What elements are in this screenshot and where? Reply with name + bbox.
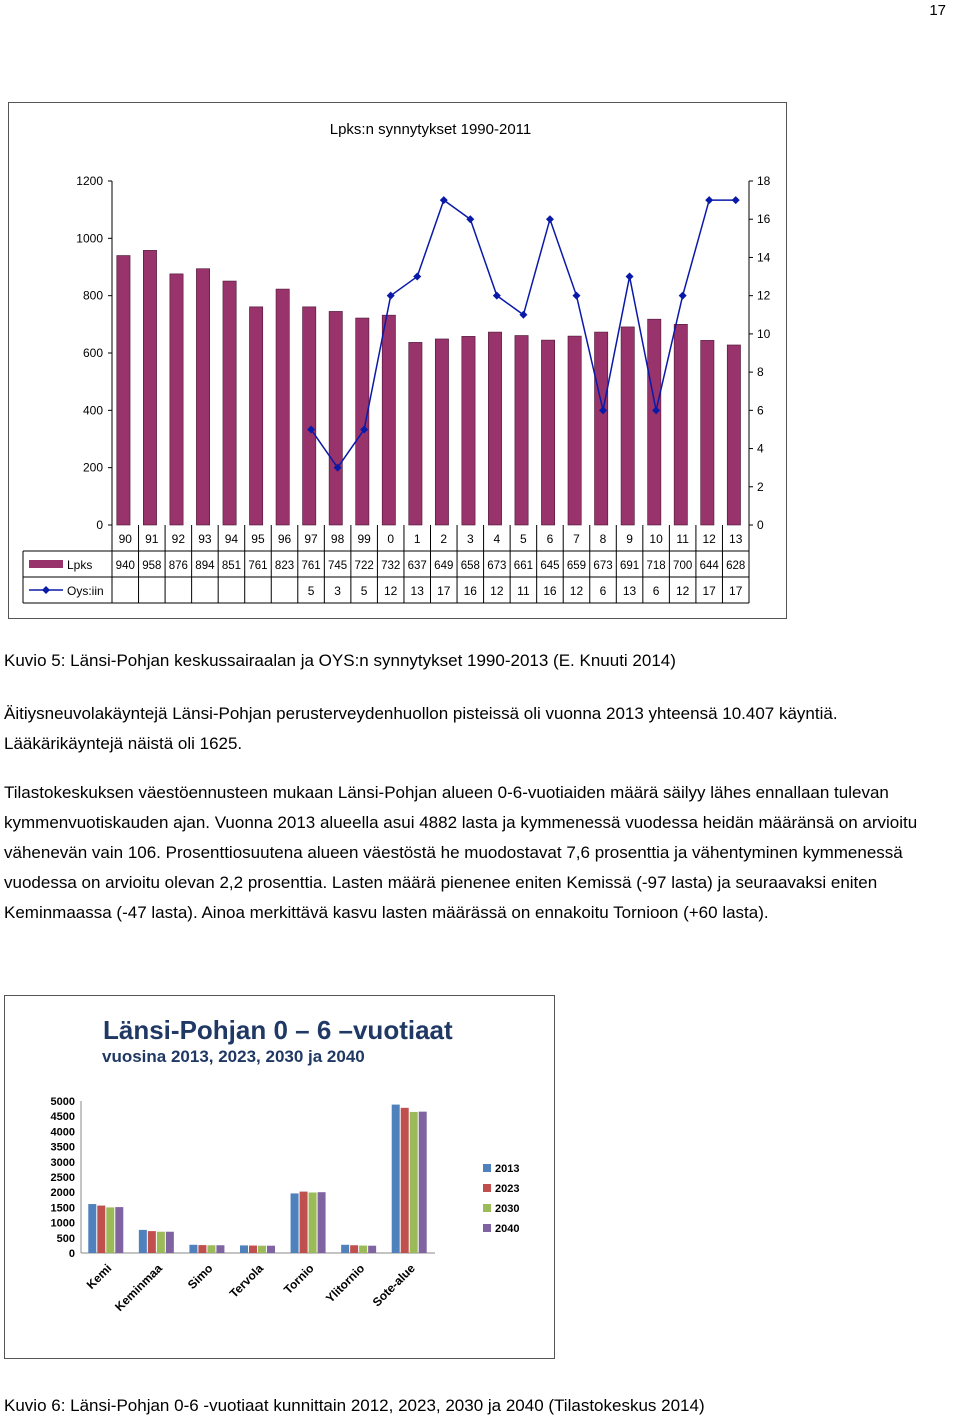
chart1-bar-lpks <box>568 336 581 525</box>
chart1-bar-lpks <box>356 318 369 525</box>
figure6-caption-text: Kuvio 6: Länsi-Pohjan 0-6 -vuotiaat kunnittain 2012, 2023, 2030 ja 2040 (Tilastokeskus 2014) <box>4 1396 705 1415</box>
chart2-tick-label: 3500 <box>50 1141 75 1154</box>
chart1-bar-lpks <box>727 345 740 525</box>
chart2-category-label: Tornio <box>281 1261 317 1297</box>
chart1-left-tick-label: 1000 <box>76 231 103 246</box>
chart1-table-value-oys: 6 <box>652 584 660 598</box>
chart1-category-label: 12 <box>702 532 716 546</box>
chart1-right-tick-label: 14 <box>757 250 771 265</box>
chart1-category-label: 13 <box>729 532 743 546</box>
chart1-category-label: 9 <box>626 532 633 546</box>
chart1-bar-lpks <box>303 307 316 525</box>
children-chart-figure <box>4 995 555 1359</box>
chart2-tick-label: 1000 <box>50 1217 75 1230</box>
chart2-bar-2030 <box>157 1232 165 1253</box>
chart2-bar-2013 <box>392 1105 400 1253</box>
chart2-title: Länsi-Pohjan 0 – 6 –vuotiaat <box>103 1015 453 1045</box>
chart1-right-tick-label: 2 <box>757 479 764 494</box>
chart1-table-value-lpks: 637 <box>407 560 427 572</box>
chart1-right-tick-label: 10 <box>757 326 771 341</box>
chart1-table-value-lpks: 645 <box>540 560 560 572</box>
chart1-left-tick-label: 1200 <box>76 174 103 188</box>
chart2-bar-2040 <box>115 1207 123 1253</box>
chart2-tick-label: 2500 <box>50 1172 75 1184</box>
paragraph-maternity-visits <box>4 699 954 759</box>
children-chart <box>5 996 554 1358</box>
chart1-bar-lpks <box>701 340 714 525</box>
chart1-table-value-lpks: 659 <box>566 560 587 572</box>
paragraph-population-forecast-text: Tilastokeskuksen väestöennusteen mukaan Länsi-Pohjan alueen 0-6-vuotiaiden määrä säilyy lähes ennallaan tulevan kymmenvuotiskauden ajan. Vuonna 2013 alueella asui 4882 lasta ja kymmenessä vuodessa heidän määränsä on arvioitu vähenevän vain 106. Prosenttiosuutena alueen väestöstä he muodostavat 7,6 prosenttia ja vähentyminen kymmenessä vuodessa on arvioitu olevan 2,2 prosenttia. Lasten määrä pienenee eniten Kemissä (-97 lasta) ja seuraavaksi eniten Keminmaassa (-47 lasta). Ainoa merkittävä kasvu lasten määrässä on ennakoitu Tornioon (+60 lasta). <box>4 783 918 922</box>
chart1-table-value-oys: 17 <box>702 584 716 598</box>
chart1-bar-lpks <box>143 250 156 525</box>
chart2-tick-label: 0 <box>68 1248 75 1260</box>
chart1-bar-lpks <box>117 256 130 525</box>
chart1-legend-oys: Oys:iin <box>67 584 104 598</box>
chart1-point-oys <box>626 273 634 281</box>
chart2-tick-label: 4500 <box>50 1111 75 1124</box>
chart2-bar-2013 <box>88 1204 96 1253</box>
chart1-bar-lpks <box>409 342 422 525</box>
chart1-right-tick-label: 16 <box>757 212 771 227</box>
chart1-category-label: 8 <box>599 532 607 546</box>
figure6-caption <box>4 1391 954 1421</box>
chart1-legend-marker-oys <box>42 586 50 594</box>
chart2-bar-2030 <box>258 1246 266 1253</box>
chart1-bar-lpks <box>515 336 528 525</box>
chart1-bar-lpks <box>595 332 608 525</box>
paragraph-maternity-visits-text: Äitiysneuvolakäyntejä Länsi-Pohjan perusterveydenhuollon pisteissä oli vuonna 2013 yhteensä 10.407 käyntiä. Lääkärikäyntejä näistä oli 1625. <box>4 704 838 753</box>
chart1-right-tick-label: 8 <box>757 365 764 380</box>
chart1-category-label: 1 <box>413 532 421 546</box>
chart1-table-value-oys: 17 <box>437 584 451 598</box>
figure5-caption <box>4 646 954 676</box>
chart1-table-value-oys: 12 <box>569 584 584 598</box>
chart1-table-value-lpks: 673 <box>487 560 507 572</box>
chart1-bar-lpks <box>488 332 501 525</box>
chart1-category-label: 98 <box>330 532 345 546</box>
chart1-title: Lpks:n synnytykset 1990-2011 <box>329 121 532 138</box>
chart1-point-oys <box>705 196 713 204</box>
chart2-bar-2040 <box>267 1246 275 1253</box>
chart2-legend-key <box>483 1224 491 1232</box>
births-chart-figure <box>8 102 787 619</box>
chart1-category-label: 10 <box>649 532 663 546</box>
chart1-table-value-lpks: 628 <box>726 560 746 572</box>
chart1-bar-lpks <box>223 281 236 525</box>
chart1-left-tick-label: 0 <box>96 518 103 532</box>
chart1-bar-lpks <box>435 339 448 525</box>
chart1-category-label: 6 <box>546 532 554 546</box>
chart2-bar-2023 <box>148 1231 156 1253</box>
chart2-tick-label: 1500 <box>50 1202 75 1215</box>
chart1-category-label: 0 <box>387 532 395 546</box>
chart2-bar-2030 <box>106 1207 114 1253</box>
chart2-category-label: Sote-alue <box>369 1261 418 1310</box>
chart2-bar-2030 <box>309 1193 317 1253</box>
chart2-bar-2040 <box>216 1245 224 1253</box>
chart1-table-value-oys: 12 <box>675 584 690 598</box>
chart1-table-value-oys: 12 <box>490 584 504 598</box>
chart1-table-value-oys: 3 <box>334 584 341 598</box>
figure5-caption-text: Kuvio 5: Länsi-Pohjan keskussairaalan ja OYS:n synnytykset 1990-2013 (E. Knuuti 2014) <box>4 651 676 670</box>
chart1-legend-lpks: Lpks <box>67 558 93 572</box>
chart1-table-value-lpks: 700 <box>673 560 693 572</box>
chart2-bar-2023 <box>350 1245 358 1253</box>
chart1-category-label: 2 <box>440 532 448 546</box>
chart1-table-value-oys: 17 <box>729 584 743 598</box>
chart2-bar-2030 <box>207 1245 215 1253</box>
chart1-table-value-lpks: 745 <box>328 560 348 572</box>
chart1-category-label: 90 <box>118 532 132 546</box>
chart1-bar-lpks <box>648 319 661 525</box>
chart1-table-value-oys: 5 <box>360 584 368 598</box>
chart2-category-label: Keminmaa <box>112 1261 165 1315</box>
chart1-table-value-oys: 12 <box>384 584 398 598</box>
chart1-bar-lpks <box>276 289 289 525</box>
chart2-tick-label: 5000 <box>50 1096 75 1108</box>
chart2-bar-2023 <box>401 1108 409 1253</box>
chart1-right-tick-label: 12 <box>757 288 771 303</box>
chart2-legend-key <box>483 1164 491 1172</box>
chart1-table-value-lpks: 894 <box>195 560 215 572</box>
chart1-table-value-lpks: 718 <box>646 560 666 572</box>
chart1-left-tick-label: 400 <box>82 403 103 418</box>
chart1-right-tick-label: 4 <box>757 441 764 456</box>
chart1-table-value-lpks: 958 <box>142 560 162 572</box>
chart1-table-value-lpks: 940 <box>115 560 135 572</box>
chart1-category-label: 96 <box>277 532 292 546</box>
chart1-table-value-lpks: 658 <box>460 560 480 572</box>
chart2-bar-2040 <box>318 1192 326 1253</box>
chart1-table-value-lpks: 661 <box>513 560 533 572</box>
chart1-category-label: 3 <box>466 532 474 546</box>
chart2-bar-2030 <box>410 1112 418 1253</box>
chart1-table-value-lpks: 823 <box>274 560 295 572</box>
chart2-tick-label: 4000 <box>50 1126 75 1139</box>
chart1-category-label: 11 <box>676 532 689 546</box>
chart1-bar-lpks <box>249 307 262 525</box>
chart2-category-label: Kemi <box>83 1261 115 1292</box>
chart1-table-value-lpks: 876 <box>168 560 188 572</box>
chart2-tick-label: 500 <box>56 1232 75 1245</box>
chart1-table-value-oys: 6 <box>599 584 607 598</box>
chart1-table-value-oys: 13 <box>410 584 424 598</box>
chart2-category-label: Simo <box>184 1261 216 1292</box>
chart1-category-label: 7 <box>573 532 580 546</box>
chart1-bar-lpks <box>170 274 183 525</box>
chart2-bar-2023 <box>97 1206 105 1253</box>
chart2-bar-2013 <box>240 1245 248 1253</box>
chart1-bar-lpks <box>541 340 554 525</box>
chart1-right-tick-label: 0 <box>757 518 764 532</box>
chart2-tick-label: 2000 <box>50 1187 75 1200</box>
chart1-point-oys <box>572 292 580 300</box>
chart1-table-value-lpks: 761 <box>301 560 321 572</box>
chart1-bar-lpks <box>329 311 342 525</box>
chart1-legend-key-lpks <box>29 560 63 568</box>
chart2-bar-2040 <box>166 1232 174 1253</box>
chart1-table-value-lpks: 732 <box>381 560 401 572</box>
chart2-bar-2023 <box>198 1245 206 1253</box>
chart1-right-tick-label: 18 <box>757 174 771 188</box>
chart2-legend-label: 2013 <box>495 1163 520 1175</box>
chart1-category-label: 94 <box>224 532 239 546</box>
chart1-table-value-lpks: 851 <box>221 560 242 572</box>
chart2-category-label: Tervola <box>226 1261 267 1301</box>
chart1-table-value-lpks: 691 <box>619 560 640 572</box>
chart1-right-tick-label: 6 <box>757 403 764 418</box>
chart2-bar-2023 <box>249 1246 257 1253</box>
chart1-table-value-lpks: 673 <box>593 560 613 572</box>
chart1-table-value-oys: 16 <box>463 584 477 598</box>
chart2-legend-label: 2030 <box>495 1203 520 1215</box>
chart2-legend-label: 2023 <box>495 1183 520 1195</box>
paragraph-population-forecast <box>4 778 954 928</box>
chart1-left-tick-label: 200 <box>82 460 103 475</box>
chart1-point-oys <box>546 215 554 223</box>
chart1-category-label: 97 <box>304 532 318 546</box>
births-chart <box>9 103 786 618</box>
chart1-bar-lpks <box>196 269 209 525</box>
chart1-category-label: 91 <box>145 532 159 546</box>
chart2-subtitle: vuosina 2013, 2023, 2030 ja 2040 <box>102 1047 365 1066</box>
chart2-legend-label: 2040 <box>495 1223 520 1235</box>
chart1-table-value-lpks: 722 <box>354 560 374 572</box>
chart1-bar-lpks <box>462 336 475 525</box>
chart1-left-tick-label: 800 <box>82 288 103 303</box>
chart1-left-tick-label: 600 <box>82 346 103 360</box>
chart1-category-label: 93 <box>198 532 212 546</box>
chart1-table-value-oys: 13 <box>622 584 637 598</box>
chart2-bar-2040 <box>368 1246 376 1253</box>
chart2-legend-key <box>483 1204 491 1212</box>
chart2-tick-label: 3000 <box>50 1156 75 1169</box>
chart1-category-label: 92 <box>171 532 186 546</box>
chart1-table-value-lpks: 649 <box>434 560 454 572</box>
chart1-table-value-oys: 5 <box>307 584 315 598</box>
chart2-legend-key <box>483 1184 491 1192</box>
chart1-category-label: 95 <box>251 532 265 546</box>
chart1-point-oys <box>732 196 740 204</box>
chart2-bar-2023 <box>300 1192 308 1253</box>
chart1-bar-lpks <box>382 315 395 525</box>
page-number: 17 <box>929 2 946 19</box>
chart1-table-value-oys: 11 <box>517 584 530 598</box>
chart2-bar-2013 <box>139 1230 147 1253</box>
chart2-bar-2040 <box>419 1112 427 1253</box>
chart1-category-label: 5 <box>520 532 527 546</box>
chart2-bar-2030 <box>359 1246 367 1253</box>
chart1-table-value-lpks: 644 <box>699 560 719 572</box>
chart2-bar-2013 <box>291 1193 299 1253</box>
chart2-bar-2013 <box>341 1245 349 1253</box>
chart2-category-label: Ylitornio <box>322 1261 368 1306</box>
chart1-bar-lpks <box>621 327 634 525</box>
chart1-bar-lpks <box>674 324 687 525</box>
chart2-bar-2013 <box>189 1245 197 1253</box>
chart1-category-label: 4 <box>493 532 501 546</box>
chart1-table-value-lpks: 761 <box>248 560 268 572</box>
chart1-table-value-oys: 16 <box>543 584 557 598</box>
chart1-category-label: 99 <box>357 532 371 546</box>
chart1-point-oys <box>679 292 687 300</box>
